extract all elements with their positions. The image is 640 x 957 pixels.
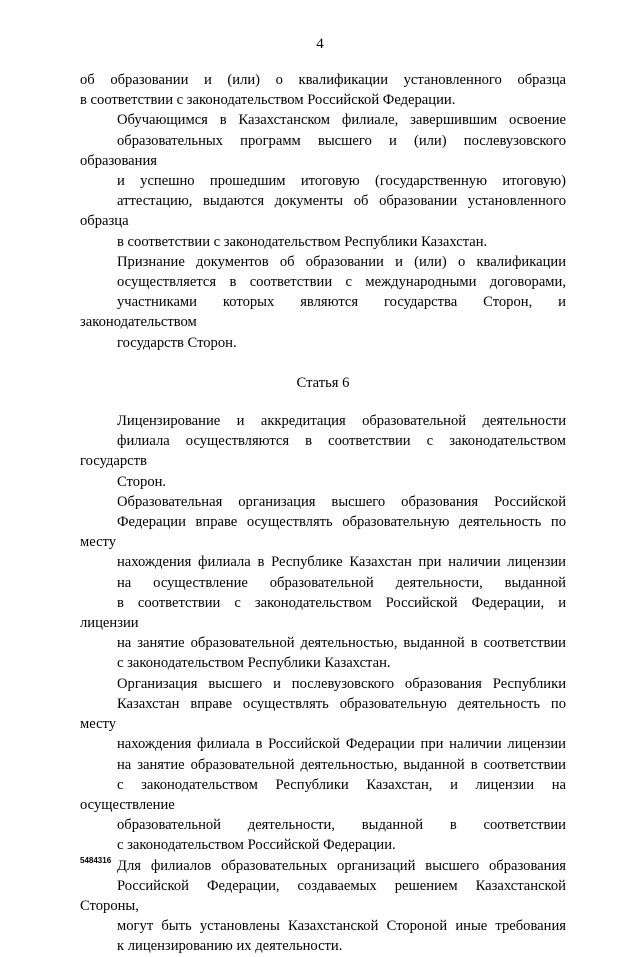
- paragraph: [80, 492, 566, 674]
- text-line: Обучающимся в Казахстанском филиале, завершившим освоение: [117, 112, 566, 129]
- text-line: с законодательством Республики Казахстан, и лицензии на осуществление: [80, 776, 566, 813]
- text-line: Российской Федерации, создаваемых решением Казахстанской Стороны,: [80, 877, 566, 914]
- paragraph: [80, 110, 566, 251]
- text-line: на занятие образовательной деятельностью, выданной в соответствии: [117, 635, 566, 652]
- paragraphs-before-article: [80, 70, 566, 353]
- document-body: [80, 70, 566, 957]
- paragraph: [80, 674, 566, 856]
- text-line: Организация высшего и послевузовского образования Республики: [117, 675, 566, 692]
- text-line: образовательной деятельности, выданной в соответствии: [117, 817, 566, 834]
- paragraphs-after-article: [80, 411, 566, 956]
- text-line: об образовании и (или) о квалификации установленного образца: [80, 72, 566, 88]
- text-line: Образовательная организация высшего образования Российской: [117, 493, 566, 510]
- text-line: Лицензирование и аккредитация образовательной деятельности: [117, 413, 566, 430]
- text-line: и успешно прошедшим итоговую (государственную итоговую): [117, 173, 566, 190]
- text-line: в соответствии с законодательством Российской Федерации, и лицензии: [80, 594, 566, 632]
- text-line: осуществляется в соответствии с международными договорами,: [117, 274, 566, 291]
- text-line: участниками которых являются государства Сторон, и законодательством: [80, 294, 566, 331]
- text-line: к лицензированию их деятельности.: [117, 938, 343, 955]
- paragraph: [80, 252, 566, 353]
- text-line: образовательных программ высшего и (или) послевузовского образования: [80, 132, 566, 169]
- text-line: филиала осуществляются в соответствии с законодательством государств: [80, 433, 566, 470]
- paragraph: [80, 856, 566, 957]
- text-line: государств Сторон.: [117, 334, 237, 351]
- text-line: Сторон.: [117, 473, 167, 490]
- text-line: Федерации вправе осуществлять образовательную деятельность по месту: [80, 514, 566, 551]
- article-heading: Статья 6: [296, 374, 350, 391]
- text-line: аттестацию, выдаются документы об образовании установленного образца: [80, 193, 566, 230]
- text-line: Для филиалов образовательных организаций высшего образования: [117, 857, 566, 874]
- text-line: нахождения филиала в Республике Казахстан при наличии лицензии: [117, 554, 566, 571]
- paragraph: [80, 70, 566, 110]
- text-line: на занятие образовательной деятельностью, выданной в соответствии: [117, 756, 566, 773]
- text-line: в соответствии с законодательством Республики Казахстан.: [117, 233, 488, 250]
- text-line: Признание документов об образовании и (или) о квалификации: [117, 253, 566, 270]
- text-line: в соответствии с законодательством Российской Федерации.: [80, 92, 456, 109]
- text-line: с законодательством Российской Федерации.: [117, 837, 396, 854]
- text-line: могут быть установлены Казахстанской Стороной иные требования: [117, 918, 566, 935]
- document-id: 5484316: [80, 856, 112, 865]
- text-line: нахождения филиала в Российской Федерации при наличии лицензии: [117, 736, 566, 753]
- text-line: с законодательством Республики Казахстан.: [117, 655, 391, 672]
- text-line: на осуществление образовательной деятельности, выданной: [117, 574, 566, 591]
- text-line: Казахстан вправе осуществлять образовательную деятельность по месту: [80, 695, 566, 733]
- page-number: 4: [316, 36, 324, 52]
- paragraph: [80, 411, 566, 492]
